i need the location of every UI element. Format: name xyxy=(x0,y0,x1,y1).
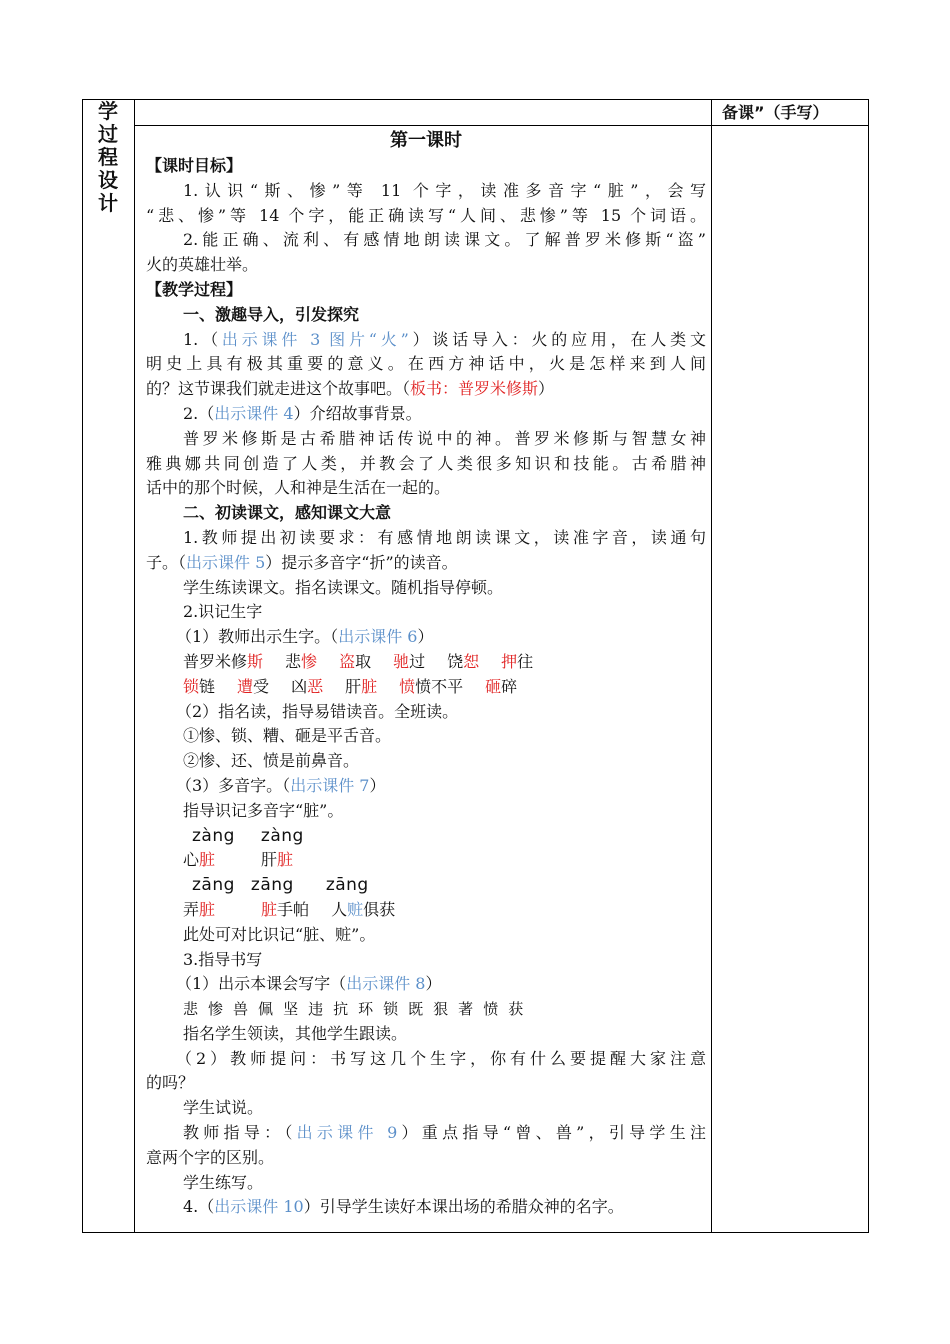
paragraph xyxy=(146,972,706,997)
paragraph: 此处可对比识记“脏、赃”。 xyxy=(183,924,376,944)
side-char: 过 xyxy=(98,122,118,146)
paragraph-line xyxy=(146,377,706,402)
courseware-link: 出示课件 3 图片“火” xyxy=(221,329,409,349)
text: ） xyxy=(425,974,442,994)
char-word: 饶恕 xyxy=(447,651,480,671)
pinyin-row-2 xyxy=(146,873,706,898)
section-1-title: 一、激趣导入，引发探究 xyxy=(183,304,360,324)
text: ）谈话导入：火的应用，在人类文 xyxy=(408,329,706,349)
paragraph: 2.识记生字 xyxy=(183,602,263,622)
write-char: 兽 xyxy=(233,1000,249,1019)
goal-1-line-2: “悲、惨”等 14 个字，能正确读写“人间、悲惨”等 15 个词语。 xyxy=(146,205,706,225)
paragraph-line: 的吗？ xyxy=(146,1073,195,1093)
text: （3）多音字。（ xyxy=(176,775,291,795)
side-char: 学 xyxy=(98,99,118,123)
side-char: 设 xyxy=(98,168,118,192)
text: 的？这节课我们就走进这个故事吧。（ xyxy=(146,379,411,399)
courseware-link: 出示课件 5 xyxy=(186,552,266,572)
char-word: 肝脏 xyxy=(345,676,378,696)
write-char: 环 xyxy=(358,1000,374,1019)
paragraph xyxy=(146,774,706,799)
text: （1）出示本课会写字（ xyxy=(176,974,347,994)
paragraph: （2）指名读，指导易错读音。全班读。 xyxy=(176,701,459,721)
write-char: 既 xyxy=(408,1000,424,1019)
text: 教师指导：（ xyxy=(183,1123,297,1143)
process-heading: 【教学过程】 xyxy=(146,279,243,299)
text: ） xyxy=(369,775,386,795)
word: 人赃俱获 xyxy=(331,899,396,919)
char-word: 愤愤不平 xyxy=(399,676,464,696)
char-word: 凶恶 xyxy=(291,676,324,696)
word-row-2 xyxy=(146,898,706,923)
paragraph: 学生练写。 xyxy=(183,1172,264,1192)
side-char: 计 xyxy=(98,191,118,215)
write-char: 锁 xyxy=(383,1000,399,1019)
table-divider-side xyxy=(134,99,135,1233)
text: ）重点指导“曾、兽”，引导学生注 xyxy=(397,1123,706,1143)
side-char: 程 xyxy=(98,145,118,169)
text: 2.（ xyxy=(183,403,215,423)
char-word: 普罗米修斯 xyxy=(183,651,264,671)
paragraph xyxy=(146,1195,706,1220)
pinyin: zàng xyxy=(192,825,235,846)
paragraph-line: 普罗米修斯是古希腊神话传说中的神。普罗米修斯与智慧女神 xyxy=(183,428,706,448)
paragraph: ①惨、锁、糟、砸是平舌音。 xyxy=(183,726,392,746)
write-chars-row xyxy=(146,997,706,1022)
side-label xyxy=(82,100,134,1232)
word: 弄脏 xyxy=(183,899,216,919)
courseware-link: 出示课件 6 xyxy=(338,627,418,647)
table-border-right xyxy=(868,99,869,1233)
write-char: 获 xyxy=(508,1000,524,1019)
paragraph xyxy=(146,402,706,427)
char-word: 锁链 xyxy=(183,676,216,696)
write-char: 违 xyxy=(308,1000,324,1019)
paragraph: 学生练读课文。指名读课文。随机指导停顿。 xyxy=(183,577,504,597)
goal-2-line-1: 2.能正确、流利、有感情地朗读课文。了解普罗米修斯“盗” xyxy=(183,230,706,250)
write-char: 惨 xyxy=(208,1000,224,1019)
paragraph-line: （2）教师提问：书写这几个生字，你有什么要提醒大家注意 xyxy=(176,1048,706,1068)
section-2-title: 二、初读课文，感知课文大意 xyxy=(183,503,392,523)
word: 心脏 xyxy=(183,850,216,870)
courseware-link: 出示课件 4 xyxy=(214,403,294,423)
paragraph xyxy=(146,328,706,353)
write-char: 佩 xyxy=(258,1000,274,1019)
table-divider-notes xyxy=(711,99,712,1233)
goal-2-line-2: 火的英雄壮举。 xyxy=(146,255,259,275)
goal-1-line-1: 1.认识“斯、惨”等 11 个字，读准多音字“脏”，会写 xyxy=(183,180,706,200)
new-chars-row-1 xyxy=(146,650,706,675)
courseware-link: 出示课件 10 xyxy=(214,1197,304,1217)
courseware-link: 出示课件 8 xyxy=(346,974,426,994)
table-border-bottom xyxy=(82,1232,869,1233)
paragraph-line: 意两个字的区别。 xyxy=(146,1147,275,1167)
paragraph: ②惨、还、愤是前鼻音。 xyxy=(183,751,360,771)
courseware-link: 出示课件 9 xyxy=(296,1123,398,1143)
paragraph: 指导识记多音字“脏”。 xyxy=(183,800,344,820)
write-char: 悲 xyxy=(183,1000,199,1019)
pinyin-row-1 xyxy=(146,824,706,849)
notes-header: 备课”（手写） xyxy=(722,103,829,122)
write-char: 著 xyxy=(458,1000,474,1019)
char-word: 悲惨 xyxy=(285,651,318,671)
pinyin: zāng xyxy=(325,875,369,896)
paragraph: 3.指导书写 xyxy=(183,949,263,969)
paragraph: 学生试说。 xyxy=(183,1098,264,1118)
pinyin: zàng xyxy=(260,825,304,846)
word-row-1 xyxy=(146,848,706,873)
paragraph-line: 话中的那个时候，人和神是生活在一起的。 xyxy=(146,478,451,498)
pinyin: zāng xyxy=(250,875,294,896)
text: 子。（ xyxy=(146,552,187,572)
word: 肝脏 xyxy=(261,850,294,870)
char-word: 砸碎 xyxy=(485,676,518,696)
char-word: 遭受 xyxy=(237,676,270,696)
goals-heading: 【课时目标】 xyxy=(146,156,243,175)
paragraph-line: 1.教师提出初读要求：有感情地朗读课文，读准字音，读通句 xyxy=(183,527,706,547)
pinyin: zāng xyxy=(192,875,235,896)
text: （1）教师出示生字。（ xyxy=(176,627,339,647)
text: 1.（ xyxy=(183,329,222,349)
text: ）引导学生读好本课出场的希腊众神的名字。 xyxy=(303,1197,624,1217)
lesson-title: 第一课时 xyxy=(390,130,462,151)
blackboard-note: 板书：普罗米修斯 xyxy=(410,379,539,399)
paragraph xyxy=(146,625,706,650)
char-word: 驰过 xyxy=(393,651,426,671)
new-chars-row-2 xyxy=(146,675,706,700)
write-char: 抗 xyxy=(333,1000,349,1019)
write-char: 愤 xyxy=(483,1000,499,1019)
word: 脏手帕 xyxy=(261,899,310,919)
paragraph: 指名学生领读，其他学生跟读。 xyxy=(183,1023,408,1043)
char-word: 盗取 xyxy=(339,651,372,671)
text: 4.（ xyxy=(183,1197,215,1217)
paragraph-line: 雅典娜共同创造了人类，并教会了人类很多知识和技能。古希腊神 xyxy=(146,453,706,473)
write-char: 狠 xyxy=(433,1000,449,1019)
text: ） xyxy=(417,627,434,647)
write-char: 坚 xyxy=(283,1000,299,1019)
text: ）介绍故事背景。 xyxy=(293,403,422,423)
lesson-content xyxy=(146,128,706,1220)
text: ） xyxy=(538,379,555,399)
paragraph-line: 明史上具有极其重要的意义。在西方神话中，火是怎样来到人间 xyxy=(146,354,706,374)
paragraph-line xyxy=(146,1121,706,1146)
char-word: 押往 xyxy=(501,651,534,671)
text: ）提示多音字“折”的读音。 xyxy=(265,552,458,572)
courseware-link: 出示课件 7 xyxy=(290,775,370,795)
paragraph-line xyxy=(146,551,706,576)
